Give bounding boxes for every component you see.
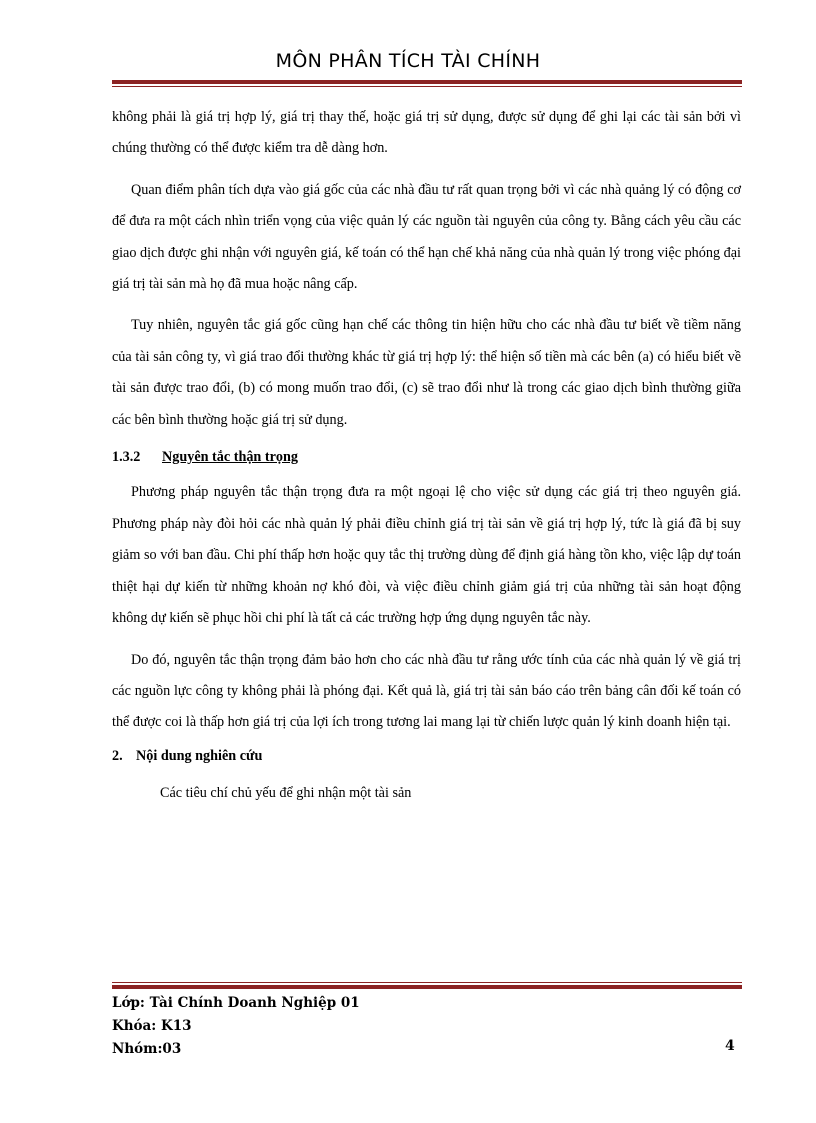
section-heading-1-3-2 (112, 442, 741, 473)
paragraph-historical-cost-view: Quan điểm phân tích dựa vào giá gốc của các nhà đầu tư rất quan trọng bởi vì các nhà quảng lý có động cơ để đưa ra một cách nhìn triển vọng của việc quản lý các nguồn tài nguyên của công ty. Bằng cách yêu cầu các giao dịch được ghi nhận với nguyên giá, kế toán có thể hạn chế khả năng của nhà quản lý trong việc phóng đại giá trị tài sản mà họ đã mua hoặc nâng cấp. (112, 181, 741, 293)
footer-divider (112, 982, 742, 989)
paragraph-historical-cost-limits: Tuy nhiên, nguyên tắc giá gốc cũng hạn chế các thông tin hiện hữu cho các nhà đầu tư biết về tiềm năng của tài sản công ty, vì giá trao đổi thường khác từ giá trị hợp lý: thể hiện số tiền mà các bên (a) có hiểu biết về tài sản được trao đổi, (b) có mong muốn trao đổi, (c) sẽ trao đổi như là trong các giao dịch bình thường giữa các bên bình thường hoặc giá trị sử dụng. (112, 317, 741, 428)
page-number: 4 (725, 1038, 735, 1054)
footer-course: Khóa: K13 (112, 1018, 192, 1034)
footer-group: Nhóm:03 (112, 1041, 182, 1057)
paragraph-conservatism-method: Phương pháp nguyên tắc thận trọng đưa ra một ngoại lệ cho việc sử dụng các giá trị theo nguyên giá. Phương pháp này đòi hỏi các nhà quản lý phải điều chỉnh giá trị tài sản về giá trị hợp lý, tức là giá đã bị suy giảm so với ban đầu. Chi phí thấp hơn hoặc quy tắc thị trường dùng để định giá hàng tồn kho, việc lập dự toán thiệt hại dự kiến từ những khoản nợ khó đòi, và việc điều chỉnh giảm giá trị của những tài sản hoạt động không dự kiến sẽ phục hồi chi phí là tất cả các trường hợp ứng dụng nguyên tắc này. (112, 484, 741, 627)
document-body (112, 102, 741, 810)
header-divider (112, 80, 742, 87)
section-heading-2 (112, 741, 741, 772)
footer (112, 992, 742, 1061)
section-title: Nguyên tắc thận trọng (162, 449, 298, 466)
sub-heading: Các tiêu chí chủ yếu để ghi nhận một tài sản (160, 785, 412, 802)
footer-class: Lớp: Tài Chính Doanh Nghiệp 01 (112, 995, 360, 1011)
section-number: 1.3.2 (112, 449, 141, 466)
paragraph-conservatism-assurance: Do đó, nguyên tắc thận trọng đảm bảo hơn cho các nhà đầu tư rằng ước tính của các nhà quản lý về giá trị các nguồn lực công ty không phải là phóng đại. Kết quả là, giá trị tài sản báo cáo trên bảng cân đối kế toán có thể được coi là thấp hơn giá trị của lợi ích trong tương lai mang lại từ chiến lược quản lý kinh doanh hiện tại. (112, 651, 741, 731)
section-number: 2. (112, 747, 123, 764)
paragraph-continuation: không phải là giá trị hợp lý, giá trị thay thế, hoặc giá trị sử dụng, được sử dụng để ghi lại các tài sản bởi vì chúng thường có thể được kiểm tra dễ dàng hơn. (112, 109, 741, 157)
page-title: MÔN PHÂN TÍCH TÀI CHÍNH (275, 50, 541, 72)
section-title: Nội dung nghiên cứu (136, 747, 263, 764)
